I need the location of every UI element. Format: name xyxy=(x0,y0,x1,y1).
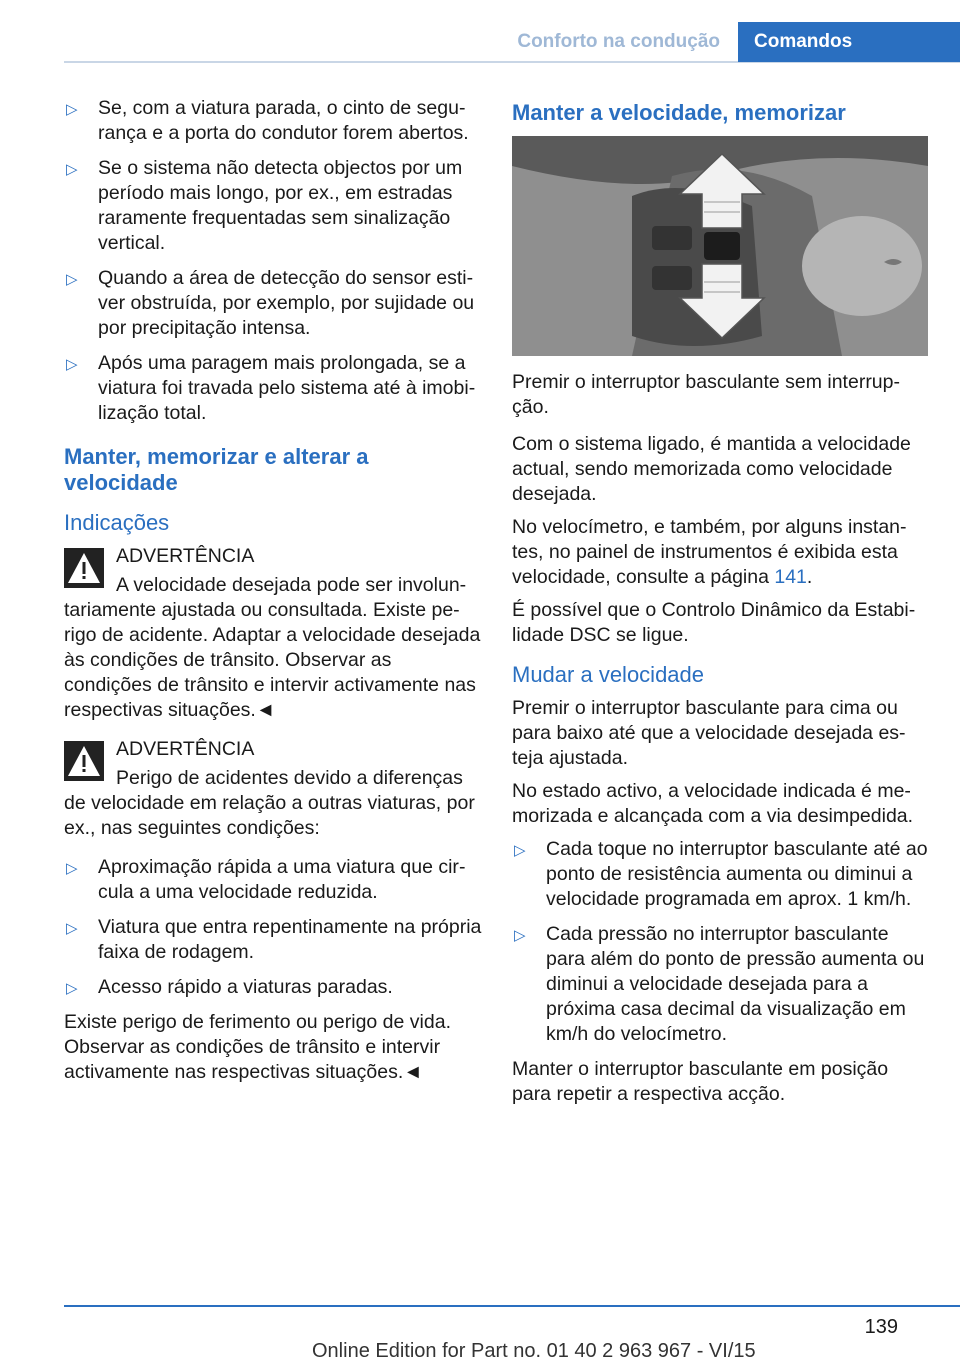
paragraph: No velocímetro, e também, por alguns instantes, no painel de instrumentos é exibida esta velocidade, consulte a página 141. xyxy=(512,516,907,588)
bullet-triangle-icon: ▷ xyxy=(66,271,78,288)
warning-triangle-icon xyxy=(64,741,104,781)
bullet-triangle-icon: ▷ xyxy=(66,920,78,937)
bullet-triangle-icon: ▷ xyxy=(514,842,526,859)
list-item: ▷ Após uma paragem mais prolongada, se a viatura foi travada pelo sistema até à imobilização total. xyxy=(66,352,476,424)
header-chapter-tab[interactable]: Comandos xyxy=(738,22,960,62)
warning-text: A velocidade desejada pode ser involuntariamente ajustada ou consultada. Existe perigo de acidente. Adaptar a velocidade desejada às condições de trânsito. Observar as condições de trânsito e intervir activamente nas respectivas situações.◄ xyxy=(64,574,481,721)
speed-change-list xyxy=(512,837,928,1047)
paragraph: Com o sistema ligado, é mantida a velocidade actual, sendo memorizada como velocidade desejada. xyxy=(512,433,911,505)
list-item: ▷ Viatura que entra repentinamente na própria faixa de rodagem. xyxy=(66,916,482,963)
paragraph: Premir o interruptor basculante para cima ou para baixo até que a velocidade desejada esteja ajustada. xyxy=(512,697,906,769)
paragraph: É possível que o Controlo Dinâmico da Estabilidade DSC se ligue. xyxy=(512,599,916,646)
list-item: ▷ Aproximação rápida a uma viatura que circula a uma velocidade reduzida. xyxy=(66,856,466,903)
closing-paragraph: Existe perigo de ferimento ou perigo de vida. Observar as condições de trânsito e intervir activamente nas respectivas situações.◄ xyxy=(64,1011,451,1083)
footer-rule xyxy=(64,1305,960,1307)
subsection-heading: Indicações xyxy=(64,510,170,535)
warning-block xyxy=(64,737,482,841)
list-item: ▷ Se, com a viatura parada, o cinto de segurança e a porta do condutor forem abertos. xyxy=(66,97,469,144)
section-heading: Manter, memorizar e alterar a velocidade xyxy=(64,444,369,495)
warning-title: ADVERTÊNCIA xyxy=(116,738,255,760)
list-item: ▷ Quando a área de detecção do sensor estiver obstruída, por exemplo, por sujidade ou por precipitação intensa. xyxy=(66,267,475,339)
edition-footer: Online Edition for Part no. 01 40 2 963 967 - VI/15 xyxy=(312,1340,756,1362)
page-number: 139 xyxy=(864,1316,898,1338)
warning-title: ADVERTÊNCIA xyxy=(116,545,255,567)
section-heading: Manter a velocidade, memorizar xyxy=(512,100,846,125)
paragraph: Premir o interruptor basculante sem interrupção. xyxy=(512,371,900,418)
bullet-triangle-icon: ▷ xyxy=(66,161,78,178)
steering-wheel-rocker-switch-figure xyxy=(512,136,928,356)
subsection-heading: Mudar a velocidade xyxy=(512,662,705,687)
bullet-triangle-icon: ▷ xyxy=(514,927,526,944)
bullet-triangle-icon: ▷ xyxy=(66,980,78,997)
list-item: ▷ Acesso rápido a viaturas paradas. xyxy=(64,975,482,1000)
header-section-title[interactable]: Conforto na condução xyxy=(517,31,720,52)
bullet-triangle-icon: ▷ xyxy=(66,860,78,877)
list-item: ▷ Cada pressão no interruptor basculante para além do ponto de pressão aumenta ou diminui a velocidade desejada para a próxima casa decimal da visualização em km/h do velocímetro. xyxy=(514,923,925,1045)
condition-list xyxy=(64,96,482,426)
warning-triangle-icon xyxy=(64,548,104,588)
risk-list xyxy=(64,855,482,1000)
bullet-triangle-icon: ▷ xyxy=(66,356,78,373)
warning-block xyxy=(64,544,482,723)
paragraph: Manter o interruptor basculante em posição para repetir a respectiva acção. xyxy=(512,1058,889,1105)
bullet-triangle-icon: ▷ xyxy=(66,101,78,118)
page-reference-link[interactable]: 141 xyxy=(774,566,807,588)
warning-text: Perigo de acidentes devido a diferenças de velocidade em relação a outras viaturas, por ex., nas seguintes condições: xyxy=(64,767,475,839)
list-item: ▷ Cada toque no interruptor basculante até ao ponto de resistência aumenta ou diminui a velocidade programada em aprox. 1 km/h. xyxy=(514,838,928,910)
list-item: ▷ Se o sistema não detecta objectos por um período mais longo, por ex., em estradas raramente frequentadas sem sinalização vertical. xyxy=(66,157,463,254)
paragraph: No estado activo, a velocidade indicada é memorizada e alcançada com a via desimpedida. xyxy=(512,780,914,827)
left-column xyxy=(64,96,482,1093)
right-column xyxy=(512,96,928,1115)
